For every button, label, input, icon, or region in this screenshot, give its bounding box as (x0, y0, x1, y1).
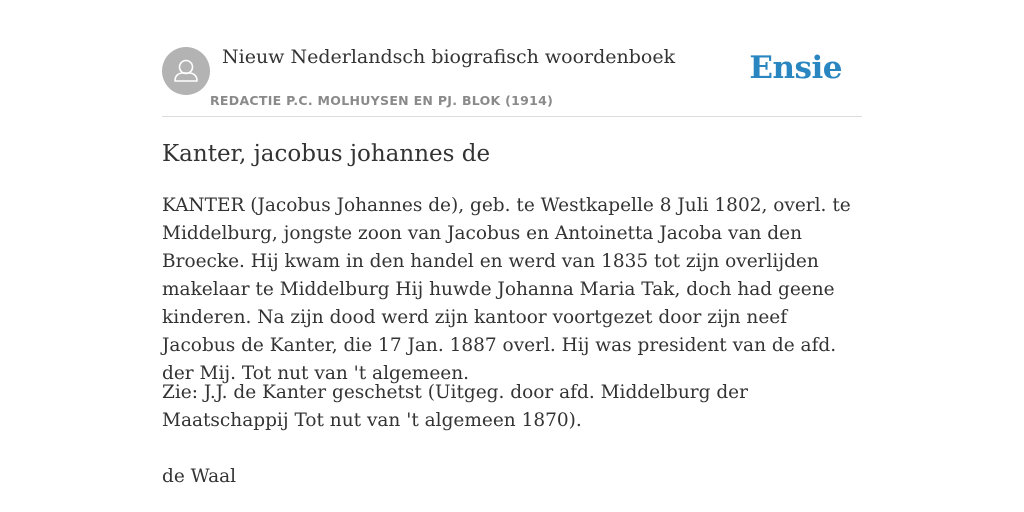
user-avatar-icon[interactable] (162, 47, 210, 95)
source-header (162, 0, 862, 117)
user-silhouette-icon (162, 47, 210, 95)
article-title: Kanter, jacobus johannes de (162, 141, 491, 167)
article-author: de Waal (162, 466, 237, 487)
source-editors: REDACTIE P.C. MOLHUYSEN EN PJ. BLOK (1914) (210, 93, 554, 108)
page-content (162, 0, 862, 487)
ensie-logo[interactable]: Ensie (749, 50, 842, 86)
article-paragraph-2: Zie: J.J. de Kanter geschetst (Uitgeg. door afd. Middelburg der Maatschappij Tot nut van 't algemeen 1870). (162, 382, 748, 431)
article-paragraph-1: KANTER (Jacobus Johannes de), geb. te Westkapelle 8 Juli 1802, overl. te Middelburg, jongste zoon van Jacobus en Antoinetta Jacoba van den Broecke. Hij kwam in den handel en werd van 1835 tot zijn overlijden makelaar te Middelburg Hij huwde Johanna Maria Tak, doch had geene kinderen. Na zijn dood werd zijn kantoor voortgezet door zijn neef Jacobus de Kanter, die 17 Jan. 1887 overl. Hij was president van de afd. der Mij. Tot nut van 't algemeen. (162, 195, 851, 384)
source-title[interactable]: Nieuw Nederlandsch biografisch woordenboek (222, 46, 676, 68)
